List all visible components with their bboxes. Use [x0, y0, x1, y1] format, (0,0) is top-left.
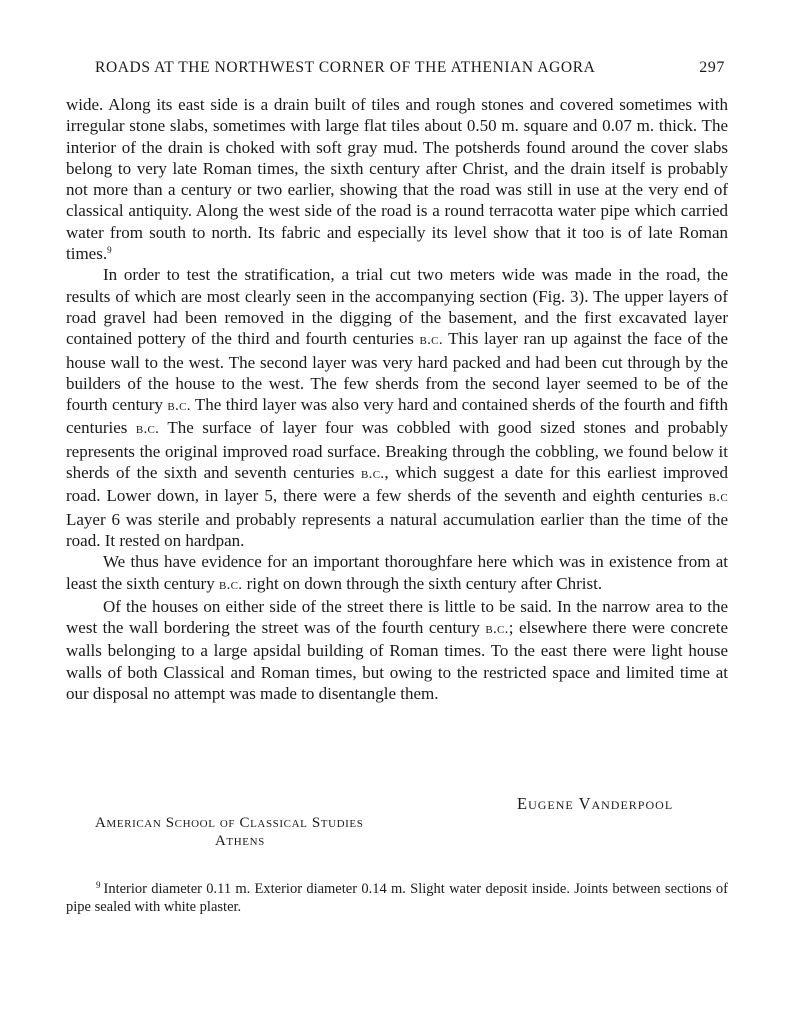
- bc-abbrev: b.c.: [361, 466, 385, 483]
- article-body: [66, 94, 728, 704]
- author-signature: Eugene Vanderpool: [517, 794, 674, 813]
- bc-abbrev: b.c.: [167, 398, 191, 415]
- paragraph-4: [66, 596, 728, 704]
- footnote-reference[interactable]: 9: [107, 245, 112, 256]
- paragraph-4-text: Of the houses on either side of the street there is little to be said. In the narrow area to the west the wall bordering the street was of the fourth century: [66, 596, 728, 638]
- bc-abbrev: b.c: [708, 489, 728, 506]
- paragraph-2-text: Layer 6 was sterile and probably represents a natural accumulation earlier than the time of the road. It rested on hardpan.: [66, 509, 728, 550]
- paragraph-2-text: In order to test the stratification, a trial cut two meters wide was made in the road, the results of which are most clearly seen in the accompanying section (Fig. 3). The upper layers of road gravel had been removed in the digging of the basement, and the first excavated layer contained pottery of the third and fourth centuries: [66, 265, 728, 349]
- footnote-text: Interior diameter 0.11 m. Exterior diameter 0.14 m. Slight water deposit inside. Joints between sections of pipe sealed with white plaster.: [66, 881, 728, 915]
- paragraph-2-text: , which suggest a date for this earliest improved road. Lower down, in layer 5, there were a few sherds of the seventh and eighth centuries: [66, 463, 729, 506]
- footnote-mark: 9: [96, 880, 101, 890]
- paragraph-2-text: This layer ran up against the face of the house wall to the west. The second layer was very hard packed and had been cut through by the builders of the house to the west. The few sherds from the second layer seemed to be of the fourth century: [66, 329, 728, 415]
- bc-abbrev: b.c.: [419, 332, 443, 349]
- author-affiliation: [95, 814, 395, 850]
- page-number: 297: [699, 59, 725, 76]
- paragraph-1-text: wide. Along its east side is a drain built of tiles and rough stones and covered sometimes with irregular stone slabs, sometimes with large flat tiles about 0.50 m. square and 0.07 m. thick. The interior of the drain is choked with soft gray mud. The potsherds found around the cover slabs belong to very late Roman times, the sixth century after Christ, and the drain itself is probably not more than a century or two earlier, showing that the road was still in use at the very end of classical antiquity. Along the west side of the road is a round terracotta water pipe which carried water from south to north. Its fabric and especially its level show that it too is of late Roman times.: [66, 95, 728, 264]
- bc-abbrev: b.c.: [135, 421, 160, 438]
- paragraph-2-text: The third layer was also very hard and contained sherds of the fourth and fifth centuries: [66, 395, 728, 438]
- running-title: ROADS AT THE NORTHWEST CORNER OF THE ATHENIAN AGORA: [95, 59, 596, 76]
- paragraph-2: [66, 264, 728, 551]
- paragraph-3-text: right on down through the sixth century after Christ.: [242, 573, 603, 593]
- paragraph-3-text: We thus have evidence for an important thoroughfare here which was in existence from at least the sixth century: [66, 552, 728, 593]
- paragraph-2-text: The surface of layer four was cobbled with good sized stones and probably represents the original improved road surface. Breaking through the cobbling, we found below it sherds of the sixth and seventh centuries: [66, 418, 728, 483]
- affiliation-city: Athens: [215, 833, 265, 849]
- affiliation-institution: American School of Classical Studies: [95, 815, 364, 831]
- footnote-9: [66, 880, 728, 916]
- paragraph-1: [66, 94, 728, 264]
- bc-abbrev: b.c.: [218, 576, 243, 593]
- bc-abbrev: b.c.: [485, 621, 509, 638]
- paragraph-4-text: ; elsewhere there were concrete walls belonging to a large apsidal building of Roman times. To the east there were light house walls of both Classical and Roman times, but owing to the restricted space and limited time at our disposal no attempt was made to disentangle them.: [66, 618, 728, 704]
- footnote: [66, 880, 728, 916]
- paragraph-3: [66, 551, 728, 596]
